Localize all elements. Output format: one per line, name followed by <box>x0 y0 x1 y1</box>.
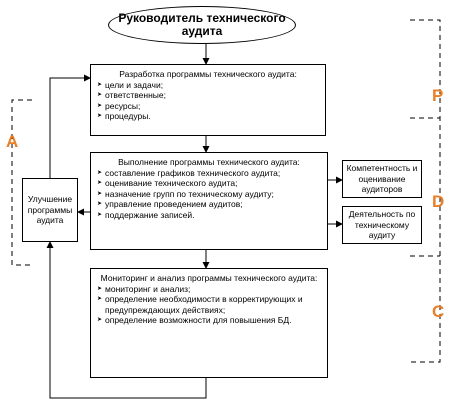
head-title: Руководитель технического аудита <box>118 11 286 38</box>
execution-item: ➤ управление проведением аудитов; <box>97 199 321 210</box>
planning-item: ➤ ресурсы; <box>97 101 319 112</box>
execution-item: ➤ назначение групп по техническому аудиту; <box>97 189 321 200</box>
execution-box <box>90 152 328 250</box>
monitoring-item: ➤ определение необходимости в корректирующих и предупреждающих действиях; <box>97 294 321 315</box>
competence-box <box>342 160 422 198</box>
arrow-improvement-to-planning <box>50 78 90 178</box>
head-oval <box>108 6 296 44</box>
activities-box <box>342 206 422 244</box>
execution-item: ➤ поддержание записей. <box>97 210 321 221</box>
execution-item: ➤ составление графиков технического аудита; <box>97 168 321 179</box>
monitoring-title: Мониторинг и анализ программы технического аудита: <box>100 273 318 283</box>
planning-item: ➤ цели и задачи; <box>97 80 319 91</box>
planning-box <box>90 64 326 136</box>
monitoring-item: ➤ определение возможности для повышения БД. <box>97 315 321 326</box>
monitoring-box <box>90 268 328 378</box>
planning-title: Разработка программы технического аудита: <box>119 69 297 79</box>
execution-title: Выполнение программы технического аудита: <box>118 157 300 167</box>
planning-item: ➤ процедуры. <box>97 111 319 122</box>
execution-item: ➤ оценивание технического аудита; <box>97 178 321 189</box>
activities-label: Деятельность по техническому аудиту <box>348 209 416 241</box>
competence-label: Компетентность и оценивание аудиторов <box>346 163 418 195</box>
planning-item: ➤ ответственные; <box>97 90 319 101</box>
letter-p: P <box>432 86 444 105</box>
monitoring-item: ➤ мониторинг и анализ; <box>97 284 321 295</box>
improvement-label: Улучшение программы аудита <box>27 194 73 226</box>
letter-a: A <box>6 132 19 151</box>
improvement-box <box>22 178 78 242</box>
letter-d: D <box>432 192 445 211</box>
letter-c: C <box>432 302 445 321</box>
